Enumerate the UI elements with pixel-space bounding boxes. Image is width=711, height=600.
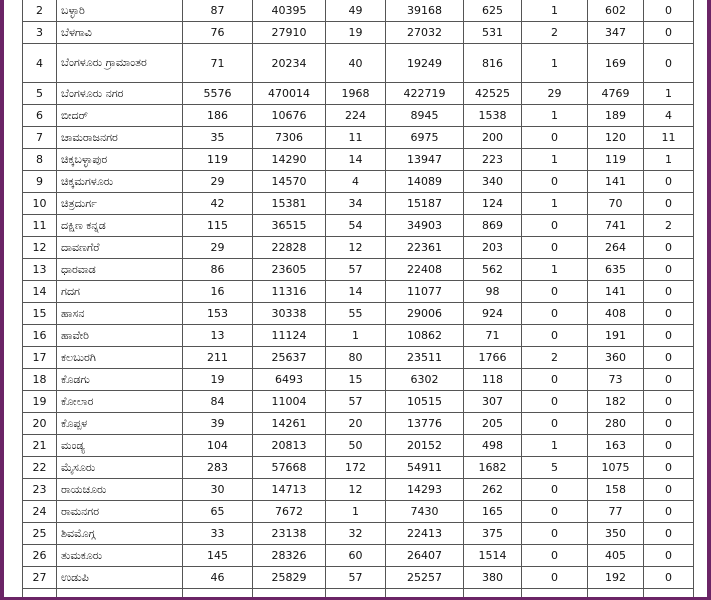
value-cell: 924 (464, 303, 522, 325)
value-cell: 262 (464, 479, 522, 501)
district-name-cell: ಬೀದರ್ (57, 105, 183, 127)
value-cell: 172 (326, 457, 386, 479)
value-cell: 141 (588, 281, 644, 303)
value-cell: 22828 (253, 237, 326, 259)
value-cell: 16 (183, 281, 253, 303)
value-cell: 15381 (253, 193, 326, 215)
table-row (23, 303, 694, 325)
empty-cell (386, 589, 464, 600)
serial-number-cell: 7 (23, 127, 57, 149)
district-name-cell: ಕೋಲಾರ (57, 391, 183, 413)
district-name-cell: ಚಿಕ್ಕಮಗಳೂರು (57, 171, 183, 193)
value-cell: 0 (644, 479, 694, 501)
value-cell: 158 (588, 479, 644, 501)
value-cell: 10676 (253, 105, 326, 127)
value-cell: 11004 (253, 391, 326, 413)
table-row (23, 237, 694, 259)
district-name-cell: ಚಿತ್ರದುರ್ಗ (57, 193, 183, 215)
value-cell: 8945 (386, 105, 464, 127)
value-cell: 124 (464, 193, 522, 215)
district-name-cell: ಕೊಡಗು (57, 369, 183, 391)
value-cell: 869 (464, 215, 522, 237)
value-cell: 14293 (386, 479, 464, 501)
value-cell: 14290 (253, 149, 326, 171)
value-cell: 42525 (464, 83, 522, 105)
value-cell: 14089 (386, 171, 464, 193)
value-cell: 0 (644, 44, 694, 83)
value-cell: 0 (522, 413, 588, 435)
value-cell: 84 (183, 391, 253, 413)
value-cell: 0 (522, 567, 588, 589)
value-cell: 4 (644, 105, 694, 127)
value-cell: 0 (522, 127, 588, 149)
serial-number-cell: 20 (23, 413, 57, 435)
empty-cell (522, 589, 588, 600)
value-cell: 0 (644, 281, 694, 303)
value-cell: 10515 (386, 391, 464, 413)
value-cell: 5 (522, 457, 588, 479)
value-cell: 4769 (588, 83, 644, 105)
value-cell: 0 (522, 303, 588, 325)
value-cell: 1 (522, 105, 588, 127)
value-cell: 1538 (464, 105, 522, 127)
district-data-table (22, 0, 694, 600)
value-cell: 28326 (253, 545, 326, 567)
serial-number-cell: 3 (23, 22, 57, 44)
value-cell: 104 (183, 435, 253, 457)
value-cell: 1514 (464, 545, 522, 567)
district-name-cell: ಗದಗ (57, 281, 183, 303)
value-cell: 25257 (386, 567, 464, 589)
value-cell: 0 (522, 391, 588, 413)
value-cell: 34 (326, 193, 386, 215)
value-cell: 192 (588, 567, 644, 589)
value-cell: 1 (522, 44, 588, 83)
value-cell: 0 (644, 523, 694, 545)
value-cell: 20 (326, 413, 386, 435)
value-cell: 32 (326, 523, 386, 545)
serial-number-cell: 18 (23, 369, 57, 391)
value-cell: 15 (326, 369, 386, 391)
value-cell: 60 (326, 545, 386, 567)
value-cell: 211 (183, 347, 253, 369)
value-cell: 1682 (464, 457, 522, 479)
value-cell: 0 (522, 479, 588, 501)
serial-number-cell: 23 (23, 479, 57, 501)
value-cell: 115 (183, 215, 253, 237)
value-cell: 76 (183, 22, 253, 44)
value-cell: 119 (588, 149, 644, 171)
value-cell: 189 (588, 105, 644, 127)
value-cell: 6302 (386, 369, 464, 391)
value-cell: 0 (522, 545, 588, 567)
table-row (23, 347, 694, 369)
value-cell: 186 (183, 105, 253, 127)
value-cell: 42 (183, 193, 253, 215)
district-name-cell: ಮೈಸೂರು (57, 457, 183, 479)
value-cell: 498 (464, 435, 522, 457)
empty-cell (644, 589, 694, 600)
value-cell: 65 (183, 501, 253, 523)
value-cell: 27032 (386, 22, 464, 44)
value-cell: 7672 (253, 501, 326, 523)
district-name-cell: ಹಾಸನ (57, 303, 183, 325)
district-name-cell: ತುಮಕೂರು (57, 545, 183, 567)
table-row (23, 149, 694, 171)
table-row (23, 545, 694, 567)
value-cell: 347 (588, 22, 644, 44)
value-cell: 1 (522, 0, 588, 22)
value-cell: 224 (326, 105, 386, 127)
value-cell: 57 (326, 391, 386, 413)
value-cell: 7306 (253, 127, 326, 149)
value-cell: 191 (588, 325, 644, 347)
district-name-cell: ರಾಮನಗರ (57, 501, 183, 523)
value-cell: 307 (464, 391, 522, 413)
value-cell: 283 (183, 457, 253, 479)
value-cell: 11124 (253, 325, 326, 347)
empty-cell (57, 589, 183, 600)
value-cell: 71 (183, 44, 253, 83)
serial-number-cell: 19 (23, 391, 57, 413)
district-name-cell: ಮಂಡ್ಯ (57, 435, 183, 457)
serial-number-cell: 14 (23, 281, 57, 303)
value-cell: 11077 (386, 281, 464, 303)
value-cell: 422719 (386, 83, 464, 105)
district-name-cell: ಕೊಪ್ಪಳ (57, 413, 183, 435)
district-name-cell: ಕಲಬುರಗಿ (57, 347, 183, 369)
value-cell: 39 (183, 413, 253, 435)
value-cell: 145 (183, 545, 253, 567)
value-cell: 1766 (464, 347, 522, 369)
value-cell: 169 (588, 44, 644, 83)
value-cell: 200 (464, 127, 522, 149)
table-row (23, 127, 694, 149)
value-cell: 57 (326, 259, 386, 281)
value-cell: 1 (326, 501, 386, 523)
serial-number-cell: 27 (23, 567, 57, 589)
value-cell: 1 (522, 149, 588, 171)
value-cell: 80 (326, 347, 386, 369)
value-cell: 0 (644, 0, 694, 22)
value-cell: 27910 (253, 22, 326, 44)
empty-cell (23, 589, 57, 600)
empty-cell (253, 589, 326, 600)
serial-number-cell: 4 (23, 44, 57, 83)
empty-cell (588, 589, 644, 600)
serial-number-cell: 10 (23, 193, 57, 215)
value-cell: 408 (588, 303, 644, 325)
value-cell: 30 (183, 479, 253, 501)
value-cell: 470014 (253, 83, 326, 105)
empty-cell (183, 589, 253, 600)
value-cell: 0 (644, 237, 694, 259)
value-cell: 0 (644, 193, 694, 215)
table-row (23, 413, 694, 435)
value-cell: 98 (464, 281, 522, 303)
value-cell: 0 (644, 545, 694, 567)
value-cell: 6493 (253, 369, 326, 391)
value-cell: 1 (522, 259, 588, 281)
serial-number-cell: 6 (23, 105, 57, 127)
value-cell: 12 (326, 237, 386, 259)
value-cell: 11 (644, 127, 694, 149)
serial-number-cell: 12 (23, 237, 57, 259)
value-cell: 39168 (386, 0, 464, 22)
value-cell: 29006 (386, 303, 464, 325)
value-cell: 280 (588, 413, 644, 435)
value-cell: 163 (588, 435, 644, 457)
value-cell: 20813 (253, 435, 326, 457)
value-cell: 23138 (253, 523, 326, 545)
value-cell: 22361 (386, 237, 464, 259)
serial-number-cell: 9 (23, 171, 57, 193)
value-cell: 1 (644, 83, 694, 105)
value-cell: 14570 (253, 171, 326, 193)
value-cell: 350 (588, 523, 644, 545)
value-cell: 86 (183, 259, 253, 281)
value-cell: 223 (464, 149, 522, 171)
value-cell: 1075 (588, 457, 644, 479)
serial-number-cell: 15 (23, 303, 57, 325)
value-cell: 14261 (253, 413, 326, 435)
value-cell: 2 (522, 22, 588, 44)
value-cell: 340 (464, 171, 522, 193)
value-cell: 153 (183, 303, 253, 325)
value-cell: 55 (326, 303, 386, 325)
value-cell: 0 (644, 325, 694, 347)
value-cell: 0 (644, 171, 694, 193)
value-cell: 141 (588, 171, 644, 193)
value-cell: 120 (588, 127, 644, 149)
empty-cell (326, 589, 386, 600)
value-cell: 57 (326, 567, 386, 589)
value-cell: 0 (644, 303, 694, 325)
table-row (23, 215, 694, 237)
serial-number-cell: 13 (23, 259, 57, 281)
district-name-cell: ಧಾರವಾಡ (57, 259, 183, 281)
district-name-cell: ದಾವಣಗೆರೆ (57, 237, 183, 259)
value-cell: 33 (183, 523, 253, 545)
value-cell: 22408 (386, 259, 464, 281)
value-cell: 165 (464, 501, 522, 523)
table-row (23, 479, 694, 501)
value-cell: 0 (644, 435, 694, 457)
district-name-cell: ಬೆಳಗಾವಿ (57, 22, 183, 44)
table-row (23, 171, 694, 193)
value-cell: 203 (464, 237, 522, 259)
value-cell: 29 (183, 171, 253, 193)
table-row (23, 193, 694, 215)
value-cell: 562 (464, 259, 522, 281)
value-cell: 11 (326, 127, 386, 149)
table-row (23, 44, 694, 83)
value-cell: 0 (644, 391, 694, 413)
value-cell: 19249 (386, 44, 464, 83)
table-row (23, 391, 694, 413)
value-cell: 0 (522, 281, 588, 303)
value-cell: 40 (326, 44, 386, 83)
value-cell: 70 (588, 193, 644, 215)
value-cell: 35 (183, 127, 253, 149)
district-name-cell: ಬೆಂಗಳೂರು ನಗರ (57, 83, 183, 105)
table-row (23, 325, 694, 347)
value-cell: 13 (183, 325, 253, 347)
value-cell: 1 (644, 149, 694, 171)
value-cell: 0 (522, 523, 588, 545)
value-cell: 40395 (253, 0, 326, 22)
serial-number-cell: 5 (23, 83, 57, 105)
table-row (23, 567, 694, 589)
value-cell: 7430 (386, 501, 464, 523)
value-cell: 13947 (386, 149, 464, 171)
value-cell: 19 (183, 369, 253, 391)
value-cell: 0 (522, 215, 588, 237)
value-cell: 0 (522, 369, 588, 391)
value-cell: 1968 (326, 83, 386, 105)
value-cell: 0 (644, 413, 694, 435)
serial-number-cell: 25 (23, 523, 57, 545)
value-cell: 29 (522, 83, 588, 105)
value-cell: 50 (326, 435, 386, 457)
value-cell: 13776 (386, 413, 464, 435)
value-cell: 87 (183, 0, 253, 22)
value-cell: 0 (644, 347, 694, 369)
serial-number-cell: 21 (23, 435, 57, 457)
serial-number-cell: 17 (23, 347, 57, 369)
value-cell: 0 (644, 567, 694, 589)
value-cell: 25829 (253, 567, 326, 589)
value-cell: 1 (326, 325, 386, 347)
value-cell: 0 (644, 457, 694, 479)
value-cell: 34903 (386, 215, 464, 237)
value-cell: 741 (588, 215, 644, 237)
value-cell: 2 (522, 347, 588, 369)
value-cell: 30338 (253, 303, 326, 325)
serial-number-cell: 26 (23, 545, 57, 567)
value-cell: 4 (326, 171, 386, 193)
value-cell: 635 (588, 259, 644, 281)
value-cell: 19 (326, 22, 386, 44)
value-cell: 77 (588, 501, 644, 523)
value-cell: 25637 (253, 347, 326, 369)
value-cell: 0 (644, 259, 694, 281)
value-cell: 49 (326, 0, 386, 22)
table-row (23, 0, 694, 22)
value-cell: 23511 (386, 347, 464, 369)
value-cell: 14713 (253, 479, 326, 501)
value-cell: 71 (464, 325, 522, 347)
serial-number-cell: 22 (23, 457, 57, 479)
serial-number-cell: 2 (23, 0, 57, 22)
table-row (23, 457, 694, 479)
district-name-cell: ರಾಯಚೂರು (57, 479, 183, 501)
value-cell: 380 (464, 567, 522, 589)
serial-number-cell: 16 (23, 325, 57, 347)
value-cell: 0 (644, 369, 694, 391)
value-cell: 54911 (386, 457, 464, 479)
value-cell: 264 (588, 237, 644, 259)
table-row (23, 369, 694, 391)
value-cell: 20234 (253, 44, 326, 83)
empty-cell (464, 589, 522, 600)
value-cell: 816 (464, 44, 522, 83)
value-cell: 602 (588, 0, 644, 22)
table-row-partial (23, 589, 694, 600)
district-name-cell: ಹಾವೇರಿ (57, 325, 183, 347)
value-cell: 531 (464, 22, 522, 44)
value-cell: 0 (644, 501, 694, 523)
value-cell: 0 (522, 501, 588, 523)
value-cell: 73 (588, 369, 644, 391)
value-cell: 118 (464, 369, 522, 391)
value-cell: 22413 (386, 523, 464, 545)
value-cell: 405 (588, 545, 644, 567)
value-cell: 625 (464, 0, 522, 22)
serial-number-cell: 11 (23, 215, 57, 237)
value-cell: 57668 (253, 457, 326, 479)
table-row (23, 523, 694, 545)
value-cell: 375 (464, 523, 522, 545)
district-name-cell: ಬಳ್ಳಾರಿ (57, 0, 183, 22)
value-cell: 29 (183, 237, 253, 259)
district-name-cell: ಶಿವಮೊಗ್ಗ (57, 523, 183, 545)
table-row (23, 501, 694, 523)
value-cell: 46 (183, 567, 253, 589)
table-row (23, 435, 694, 457)
district-name-cell: ಚಿಕ್ಕಬಳ್ಳಾಪುರ (57, 149, 183, 171)
value-cell: 6975 (386, 127, 464, 149)
value-cell: 182 (588, 391, 644, 413)
value-cell: 23605 (253, 259, 326, 281)
table-row (23, 259, 694, 281)
value-cell: 26407 (386, 545, 464, 567)
value-cell: 10862 (386, 325, 464, 347)
value-cell: 360 (588, 347, 644, 369)
value-cell: 11316 (253, 281, 326, 303)
table-row (23, 83, 694, 105)
table-row (23, 281, 694, 303)
value-cell: 15187 (386, 193, 464, 215)
serial-number-cell: 8 (23, 149, 57, 171)
district-name-cell: ದಕ್ಷಿಣ ಕನ್ನಡ (57, 215, 183, 237)
table-row (23, 22, 694, 44)
district-name-cell: ಚಾಮರಾಜನಗರ (57, 127, 183, 149)
value-cell: 1 (522, 435, 588, 457)
value-cell: 14 (326, 149, 386, 171)
value-cell: 36515 (253, 215, 326, 237)
value-cell: 0 (522, 237, 588, 259)
value-cell: 5576 (183, 83, 253, 105)
table-row (23, 105, 694, 127)
value-cell: 0 (644, 22, 694, 44)
value-cell: 12 (326, 479, 386, 501)
value-cell: 20152 (386, 435, 464, 457)
value-cell: 119 (183, 149, 253, 171)
value-cell: 14 (326, 281, 386, 303)
value-cell: 1 (522, 193, 588, 215)
value-cell: 205 (464, 413, 522, 435)
value-cell: 54 (326, 215, 386, 237)
value-cell: 0 (522, 171, 588, 193)
value-cell: 0 (522, 325, 588, 347)
district-name-cell: ಉಡುಪಿ (57, 567, 183, 589)
district-name-cell: ಬೆಂಗಳೂರು ಗ್ರಾಮಾಂತರ (57, 44, 183, 83)
value-cell: 2 (644, 215, 694, 237)
serial-number-cell: 24 (23, 501, 57, 523)
